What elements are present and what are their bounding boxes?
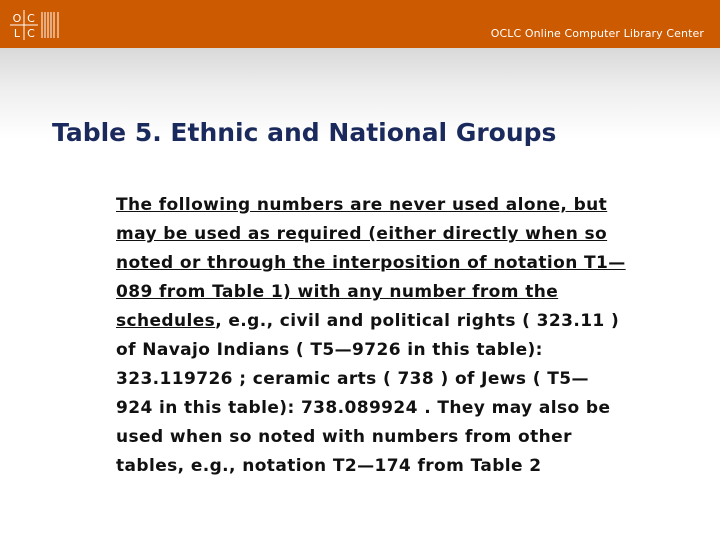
oclc-logo <box>10 10 64 40</box>
body-underlined-text: The following numbers are never used alone, but may be used as required (either directly when so noted or through the interposition of notation T1— 089 from Table 1) with any number from the schedules <box>116 195 626 331</box>
logo-letter-2: C <box>27 12 35 25</box>
logo-letter-1: O <box>12 12 22 25</box>
slide-body <box>116 191 706 481</box>
body-rest-text: , e.g., civil and political rights ( 323.11 ) of Navajo Indians ( T5—9726 in this table): 323.119726 ; ceramic arts ( 738 ) of Jews ( T5— 924 in this table): 738.089924 . They may also be used when so noted with numbers from other tables, e.g., notation T2—174 from Table 2 <box>116 311 620 476</box>
logo-letter-3: L <box>13 27 21 40</box>
slide-title: Table 5. Ethnic and National Groups <box>52 118 557 147</box>
header-bar <box>0 0 720 48</box>
logo-letter-4: C <box>27 27 35 40</box>
organization-name: OCLC Online Computer Library Center <box>490 27 704 40</box>
